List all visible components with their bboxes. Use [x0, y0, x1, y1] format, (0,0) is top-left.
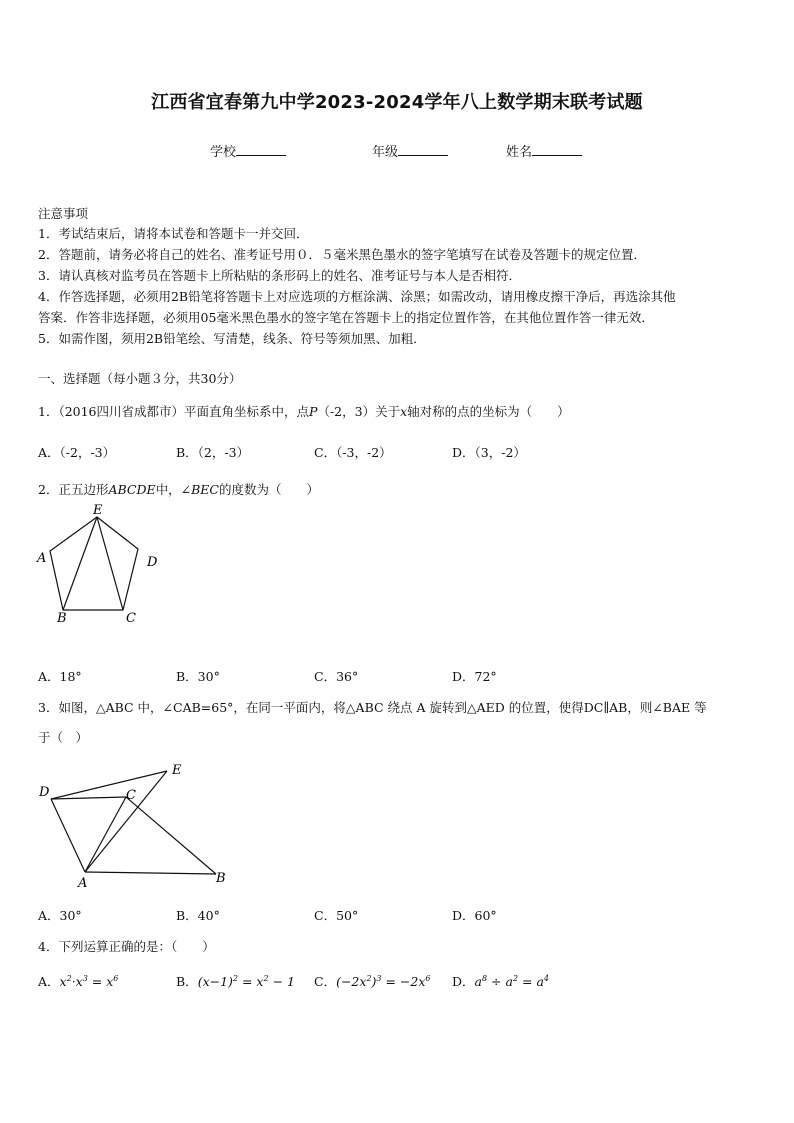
label-e: E: [93, 503, 103, 518]
question-2-stem: [38, 480, 319, 498]
pentagon-figure: [30, 500, 170, 630]
q4-option-c[interactable]: [314, 972, 431, 990]
label-b: B: [57, 611, 67, 626]
note-item: 5．如需作图，须用2B铅笔绘、写清楚，线条、符号等须加黑、加粗．: [38, 331, 426, 346]
note-item: 3．请认真核对监考员在答题卡上所粘贴的条形码上的姓名、准考证号与本人是否相符．: [38, 268, 521, 283]
segment-dc: [51, 797, 126, 799]
grade-blank[interactable]: [398, 143, 448, 156]
rotation-figure: [30, 756, 240, 892]
q4-option-d[interactable]: [452, 972, 549, 990]
question-3-stem-line1: 3．如图，△ABC 中，∠CAB=65°，在同一平面内，将△ABC 绕点 A 旋转到△AED 的位置，使得DC∥AB，则∠BAE 等: [38, 700, 707, 715]
q1-text-c: 轴对称的点的坐标为（ ）: [407, 404, 570, 419]
q2-text-b: 中，∠: [155, 482, 192, 497]
q3-option-b[interactable]: B．40°: [176, 908, 220, 923]
segment-ec: [97, 517, 123, 610]
q4-option-b-label: B．: [176, 974, 198, 989]
note-item: 4．作答选择题，必须用2B铅笔将答题卡上对应选项的方框涂满、涂黑；如需改动，请用橡皮擦干净后，再选涂其他: [38, 289, 676, 304]
label-a: A: [37, 551, 47, 566]
q1-var-p: P: [309, 404, 318, 419]
q4-option-b-expr: $(x-1)^2 = x^2 - 1$: [197, 973, 295, 989]
label-d: D: [147, 555, 158, 570]
q1-option-a[interactable]: A．（-2，-3）: [38, 445, 116, 460]
q3-option-c[interactable]: C．50°: [314, 908, 359, 923]
q4-option-d-label: D．: [452, 974, 475, 989]
q4-option-c-expr: $(-2x^2)^3 = -2x^6$: [336, 973, 431, 989]
question-1-stem: [38, 402, 570, 420]
q4-option-a[interactable]: [38, 972, 118, 990]
label-c: C: [126, 611, 136, 626]
grade-label: 年级: [372, 145, 399, 160]
q2-option-d[interactable]: D．72°: [452, 669, 497, 684]
q4-option-c-label: C．: [314, 974, 337, 989]
q2-option-c[interactable]: C．36°: [314, 669, 359, 684]
segment-de: [51, 771, 167, 799]
question-4-stem: 4．下列运算正确的是：（ ）: [38, 939, 215, 954]
q1-text-b: （-2，3）关于: [317, 404, 401, 419]
school-label: 学校: [210, 145, 237, 160]
section-heading: 一、选择题（每小题３分，共30分）: [38, 371, 242, 386]
grade-field[interactable]: [372, 141, 448, 160]
q2-text-c: 的度数为（ ）: [218, 482, 319, 497]
q2-text-a: 2．正五边形: [38, 482, 109, 497]
q1-option-b[interactable]: B．（2，-3）: [176, 445, 250, 460]
name-label: 姓名: [506, 145, 533, 160]
q2-var-angle: BEC: [191, 482, 219, 497]
name-blank[interactable]: [532, 143, 582, 156]
segment-da: [51, 799, 85, 872]
q3-option-d[interactable]: D．60°: [452, 908, 497, 923]
label-e: E: [172, 763, 182, 778]
note-item: 答案．作答非选择题，必须用05毫米黑色墨水的签字笔在答题卡上的指定位置作答，在其他位置作答一律无效．: [38, 310, 654, 325]
pentagon-outline: [50, 517, 138, 610]
q1-option-d[interactable]: D．（3，-2）: [452, 445, 526, 460]
segment-ab: [85, 872, 216, 874]
label-c: C: [126, 788, 136, 803]
label-d: D: [39, 785, 50, 800]
school-blank[interactable]: [236, 143, 286, 156]
segment-eb: [63, 517, 97, 610]
page-title: 江西省宜春第九中学2023-2024学年八上数学期末联考试题: [151, 92, 643, 113]
q1-text-a: 1．（2016四川省成都市）平面直角坐标系中，点: [38, 404, 310, 419]
note-item: 1．考试结束后，请将本试卷和答题卡一并交回．: [38, 226, 309, 241]
school-field[interactable]: [210, 141, 286, 160]
label-a: A: [78, 876, 88, 891]
notes-heading: 注意事项: [38, 206, 89, 221]
q2-option-a[interactable]: A．18°: [38, 669, 82, 684]
q4-option-d-expr: $a^8 \div a^2 = a^4$: [474, 973, 550, 989]
q2-option-b[interactable]: B．30°: [176, 669, 220, 684]
q1-option-c[interactable]: C．（-3，-2）: [314, 445, 392, 460]
q4-option-b[interactable]: [176, 972, 295, 990]
q3-option-a[interactable]: A．30°: [38, 908, 82, 923]
note-item: 2．答题前，请务必将自己的姓名、准考证号用０．５毫米黑色墨水的签字笔填写在试卷及答题卡的规定位置．: [38, 247, 646, 262]
segment-cb: [126, 797, 216, 874]
question-3-stem-line2: 于（ ）: [38, 730, 89, 745]
q4-option-a-label: A．: [38, 974, 60, 989]
name-field[interactable]: [506, 141, 582, 160]
label-b: B: [216, 871, 226, 886]
q2-var-shape: ABCDE: [108, 482, 156, 497]
segment-ac: [85, 797, 126, 872]
q1-var-x: x: [400, 404, 408, 419]
q4-option-a-expr: $x^2\cdot x^3 = x^6$: [59, 973, 119, 989]
